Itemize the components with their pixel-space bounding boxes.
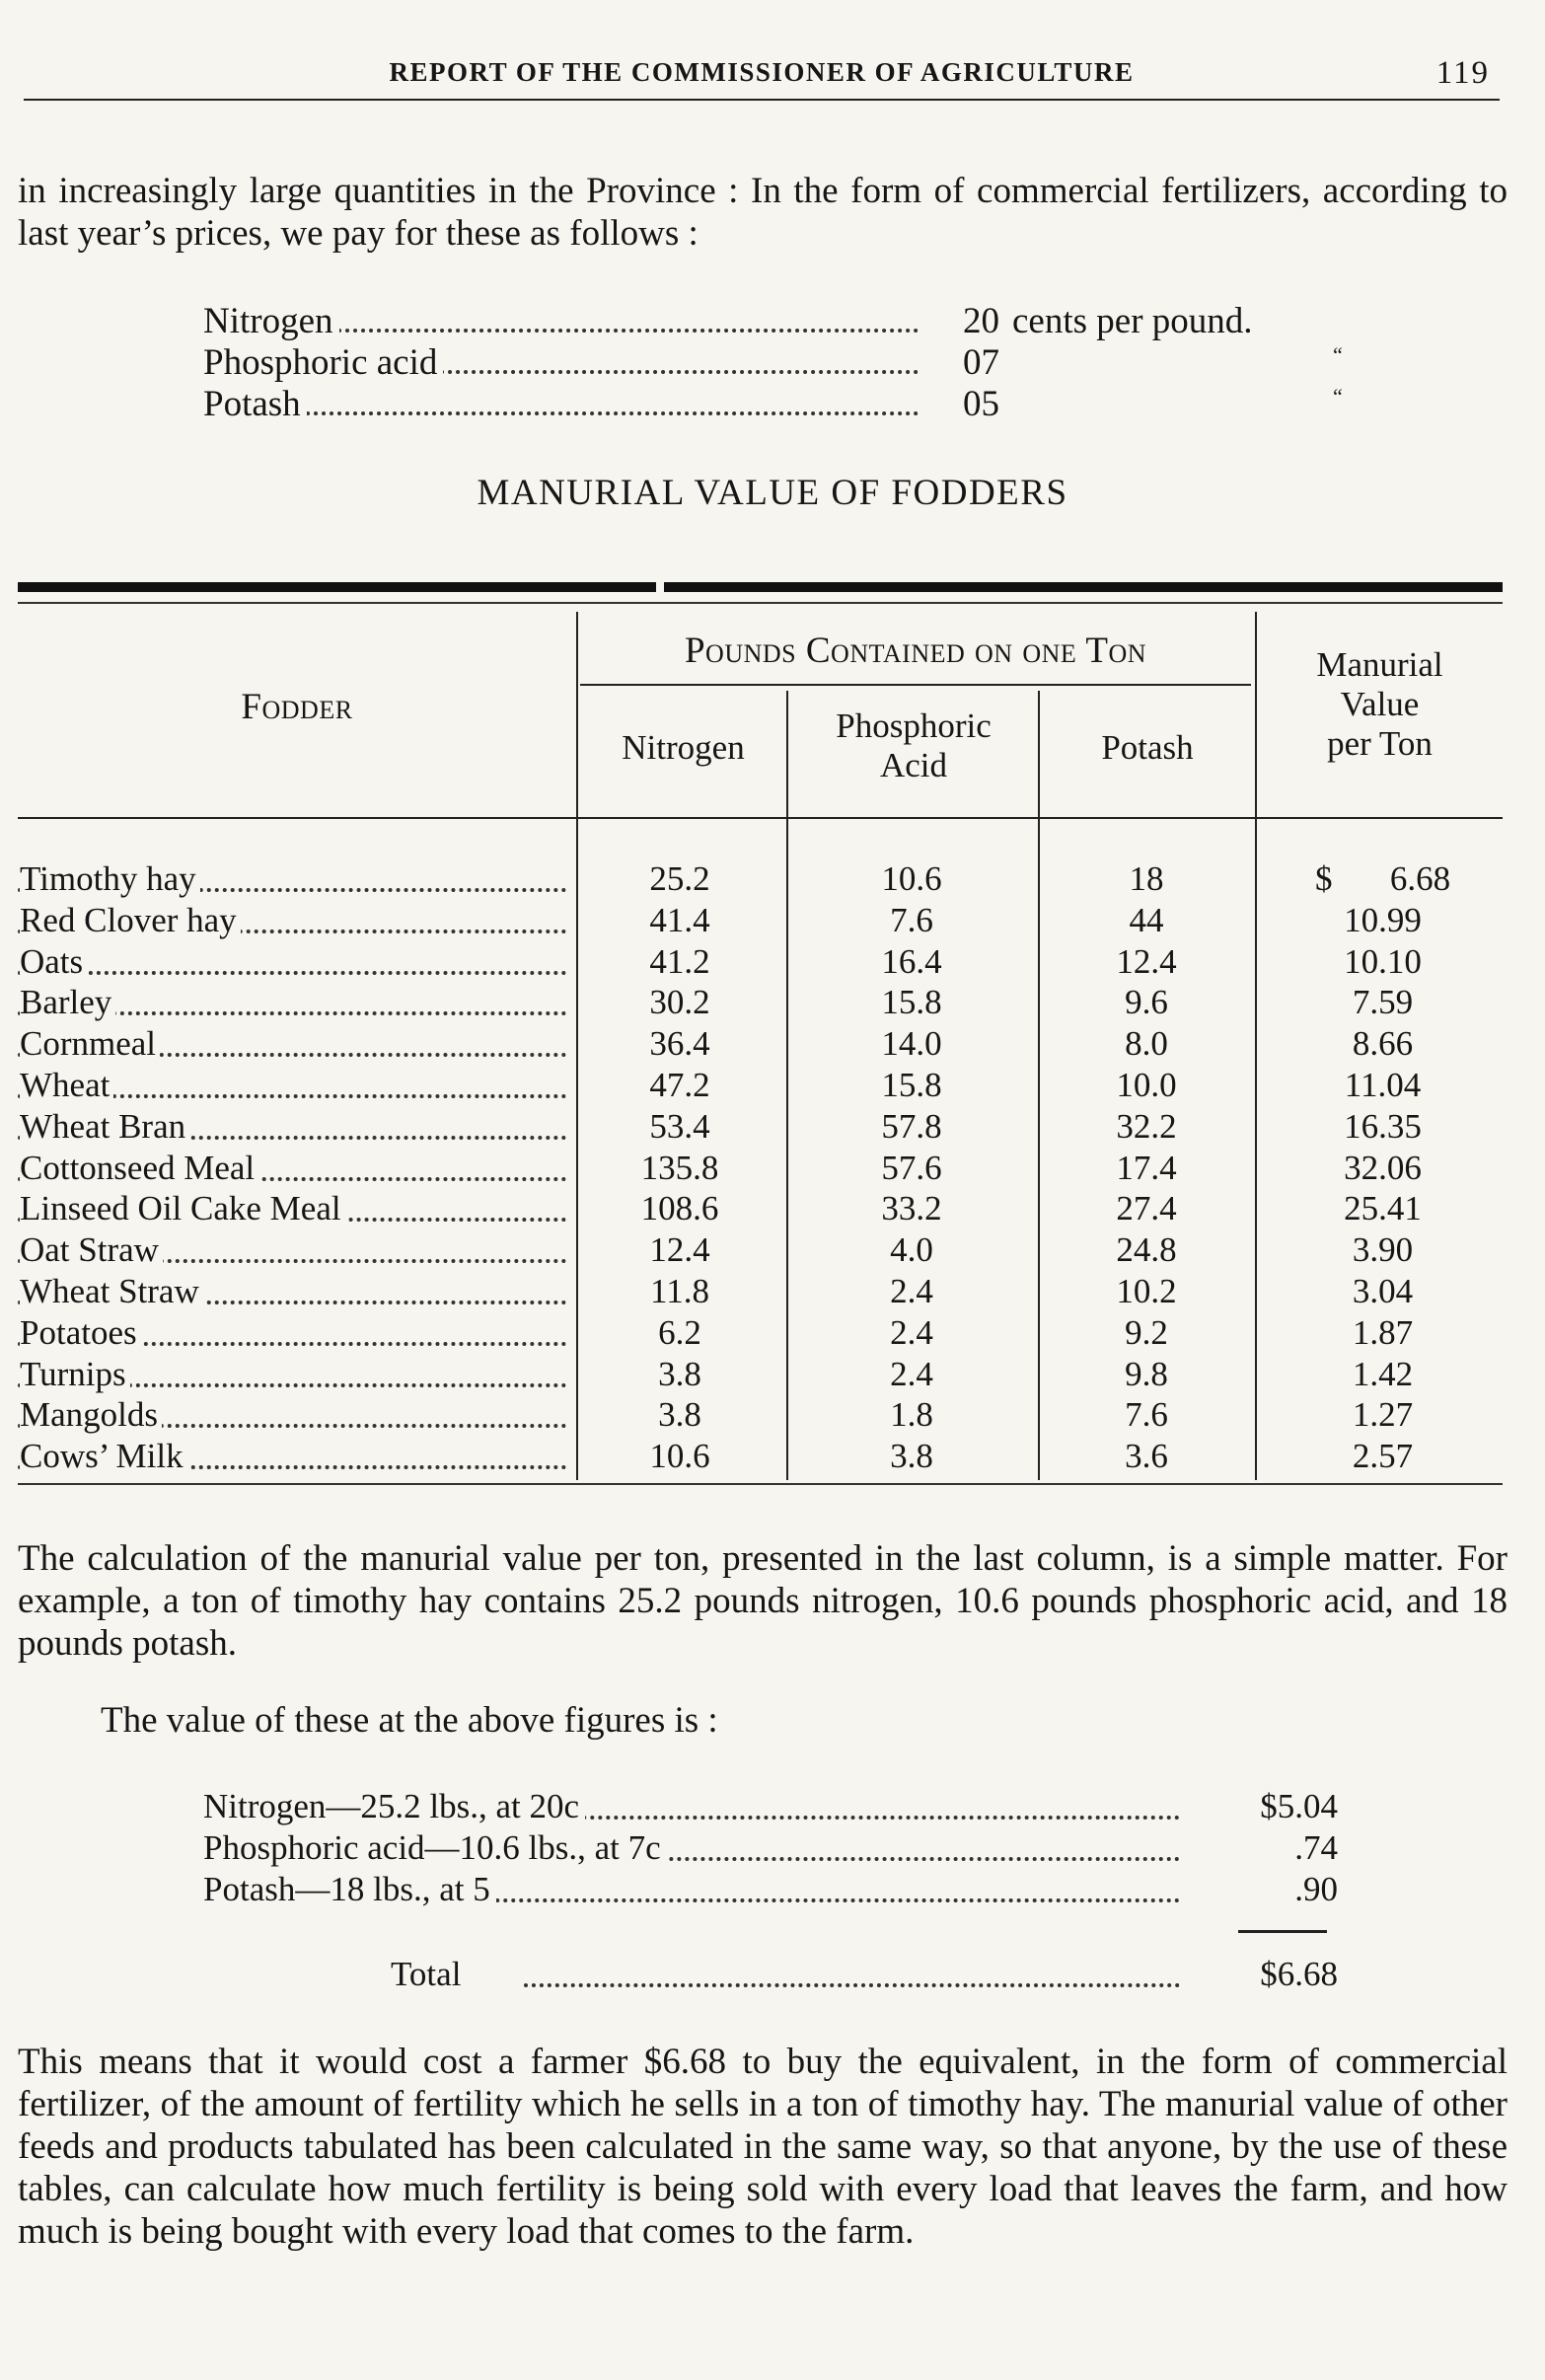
nitrogen-cell: 3.8 — [658, 1395, 701, 1435]
phosphoric-cell: 15.8 — [881, 983, 942, 1022]
header-phosphoric — [789, 707, 1038, 785]
header-bottom-rule — [18, 817, 1503, 819]
value-cell: 16.35 — [1344, 1106, 1422, 1146]
table-bottom-rule — [18, 1483, 1503, 1485]
price-name: Phosphoric acid — [203, 342, 443, 384]
dollar-sign: $ — [1315, 859, 1333, 898]
potash-cell: 12.4 — [1116, 941, 1177, 981]
phosphoric-cell: 1.8 — [890, 1395, 933, 1435]
header-phosphoric-line: Phosphoric — [836, 707, 992, 745]
table-row — [18, 1065, 1503, 1106]
table-top-rule — [18, 602, 1503, 604]
nitrogen-cell: 25.2 — [649, 859, 710, 898]
calc-value: $5.04 — [1260, 1787, 1338, 1825]
value-cell: 1.27 — [1352, 1395, 1414, 1435]
leader-dots — [524, 1983, 1180, 1987]
potash-cell: 9.8 — [1125, 1354, 1168, 1393]
nitrogen-cell: 6.2 — [658, 1312, 701, 1352]
value-cell: 3.04 — [1352, 1271, 1414, 1310]
phosphoric-cell: 14.0 — [881, 1024, 942, 1064]
phosphoric-cell: 33.2 — [881, 1189, 942, 1228]
fodder-name: Mangolds — [20, 1394, 162, 1436]
value-cell: 11.04 — [1344, 1065, 1422, 1104]
calc-row — [203, 1786, 1338, 1827]
fodder-name: Oat Straw — [20, 1229, 163, 1271]
potash-cell: 3.6 — [1125, 1437, 1168, 1476]
price-list — [203, 301, 1343, 425]
header-pounds-group: Pounds Contained on one Ton — [684, 631, 1147, 671]
fodder-name: Timothy hay — [20, 858, 200, 900]
header-value-line: Manurial — [1316, 645, 1443, 684]
table-row — [18, 900, 1503, 941]
price-value: 20 — [963, 301, 999, 341]
price-value: 05 — [963, 384, 999, 424]
fodder-name: Turnips — [20, 1354, 130, 1395]
potash-cell: 17.4 — [1116, 1148, 1177, 1187]
leader-dots — [203, 411, 919, 415]
nitrogen-cell: 10.6 — [649, 1437, 710, 1476]
ditto-mark: “ — [1333, 342, 1343, 367]
value-cell: 3.90 — [1352, 1230, 1414, 1270]
phosphoric-cell: 2.4 — [890, 1354, 933, 1393]
nitrogen-cell: 36.4 — [649, 1024, 710, 1064]
header-phosphoric-line: Acid — [879, 746, 948, 784]
value-cell: 2.57 — [1352, 1437, 1414, 1476]
fodder-name: Cornmeal — [20, 1023, 160, 1065]
phosphoric-cell: 2.4 — [890, 1271, 933, 1310]
total-row — [203, 1954, 1338, 1995]
header-fodder: Fodder — [241, 687, 353, 727]
phosphoric-cell: 2.4 — [890, 1312, 933, 1352]
running-header — [24, 49, 1500, 101]
calc-row — [203, 1869, 1338, 1910]
table-row — [18, 1312, 1503, 1354]
potash-cell: 44 — [1129, 900, 1164, 939]
nitrogen-cell: 3.8 — [658, 1354, 701, 1393]
header-nitrogen: Nitrogen — [622, 728, 745, 767]
phosphoric-cell: 16.4 — [881, 941, 942, 981]
nitrogen-cell: 41.4 — [649, 900, 710, 939]
value-cell: 6.68 — [1389, 859, 1451, 898]
leader-dots — [18, 971, 566, 975]
value-cell: 32.06 — [1344, 1148, 1422, 1187]
price-row — [203, 384, 1343, 425]
nitrogen-cell: 41.2 — [649, 941, 710, 981]
potash-cell: 18 — [1129, 859, 1164, 898]
value-cell: 1.42 — [1352, 1354, 1414, 1393]
intro-paragraph: in increasingly large quantities in the Province : In the form of commercial fertilizers, according to last year’s prices, we pay for these as follows : — [18, 171, 1508, 254]
table-row — [18, 1271, 1503, 1312]
total-value: $6.68 — [1260, 1955, 1338, 1993]
potash-cell: 9.2 — [1125, 1312, 1168, 1352]
running-title: REPORT OF THE COMMISSIONER OF AGRICULTURE — [389, 57, 1135, 87]
table-body — [18, 858, 1503, 1477]
price-row — [203, 342, 1343, 384]
phosphoric-cell: 15.8 — [881, 1065, 942, 1104]
value-cell: 1.87 — [1352, 1312, 1414, 1352]
nitrogen-cell: 47.2 — [649, 1065, 710, 1104]
fodder-name: Linseed Oil Cake Meal — [20, 1188, 345, 1229]
phosphoric-cell: 7.6 — [890, 900, 933, 939]
phosphoric-cell: 57.6 — [881, 1148, 942, 1187]
table-row — [18, 1354, 1503, 1395]
nitrogen-cell: 135.8 — [640, 1148, 719, 1187]
table-row — [18, 1229, 1503, 1271]
nitrogen-cell: 12.4 — [649, 1230, 710, 1270]
table-row — [18, 1436, 1503, 1477]
fodder-name: Wheat Straw — [20, 1271, 203, 1312]
table-row — [18, 1106, 1503, 1148]
price-name: Nitrogen — [203, 301, 339, 342]
fodder-name: Oats — [20, 941, 87, 983]
header-potash: Potash — [1101, 728, 1194, 767]
nitrogen-cell: 11.8 — [650, 1271, 709, 1310]
fodder-name: Cows’ Milk — [20, 1436, 187, 1477]
potash-cell: 9.6 — [1125, 983, 1168, 1022]
calc-value: .74 — [1294, 1828, 1338, 1867]
table-top-rule — [664, 582, 1503, 592]
potash-cell: 7.6 — [1125, 1395, 1168, 1435]
calc-intro: The value of these at the above figures is : — [101, 1700, 718, 1741]
fodder-name: Potatoes — [20, 1312, 141, 1354]
value-cell: 10.99 — [1344, 900, 1422, 939]
group-header-rule — [580, 684, 1251, 686]
fodder-name: Wheat — [20, 1065, 113, 1106]
table-row — [18, 1148, 1503, 1189]
calc-value: .90 — [1294, 1870, 1338, 1908]
fodder-name: Cottonseed Meal — [20, 1148, 258, 1189]
calc-label: Nitrogen—25.2 lbs., at 20c — [203, 1786, 585, 1827]
header-value-line: Value — [1340, 685, 1420, 723]
table-row — [18, 1394, 1503, 1436]
price-value: 07 — [963, 342, 999, 383]
total-rule — [1238, 1930, 1327, 1933]
table-row — [18, 1023, 1503, 1065]
value-cell: 7.59 — [1352, 983, 1414, 1022]
potash-cell: 27.4 — [1116, 1189, 1177, 1228]
table-top-rule — [18, 582, 656, 592]
table-row — [18, 941, 1503, 983]
potash-cell: 8.0 — [1125, 1024, 1168, 1064]
nitrogen-cell: 30.2 — [649, 983, 710, 1022]
calc-label: Phosphoric acid—10.6 lbs., at 7c — [203, 1827, 667, 1869]
nitrogen-cell: 108.6 — [640, 1189, 719, 1228]
explanation-paragraph: The calculation of the manurial value per ton, presented in the last column, is a simple matter. For example, a ton of timothy hay contains 25.2 pounds nitrogen, 10.6 pounds phosphoric acid, and 18 pounds potash. — [18, 1538, 1508, 1664]
price-name: Potash — [203, 384, 307, 425]
potash-cell: 10.2 — [1116, 1271, 1177, 1310]
fodder-name: Wheat Bran — [20, 1106, 189, 1148]
potash-cell: 24.8 — [1116, 1230, 1177, 1270]
potash-cell: 10.0 — [1116, 1065, 1177, 1104]
value-cell: 25.41 — [1344, 1189, 1422, 1228]
ditto-mark: “ — [1333, 384, 1343, 409]
table-row — [18, 982, 1503, 1023]
total-label: Total — [391, 1955, 462, 1993]
price-row — [203, 301, 1338, 342]
table-row — [18, 1188, 1503, 1229]
value-cell: 8.66 — [1352, 1024, 1414, 1064]
fodder-name: Barley — [20, 982, 115, 1023]
phosphoric-cell: 4.0 — [890, 1230, 933, 1270]
fodder-name: Red Clover hay — [20, 900, 241, 941]
header-value-line: per Ton — [1327, 724, 1433, 763]
page-number: 119 — [1435, 55, 1490, 91]
phosphoric-cell: 10.6 — [881, 859, 942, 898]
table-title: MANURIAL VALUE OF FODDERS — [477, 473, 1068, 513]
calc-label: Potash—18 lbs., at 5 — [203, 1869, 496, 1910]
nitrogen-cell: 53.4 — [649, 1106, 710, 1146]
calc-row — [203, 1827, 1338, 1869]
price-unit: cents per pound. — [1012, 301, 1253, 341]
phosphoric-cell: 3.8 — [890, 1437, 933, 1476]
calculation-list — [203, 1786, 1338, 1910]
header-manurial-value — [1257, 645, 1503, 764]
value-cell: 10.10 — [1344, 941, 1422, 981]
table-row — [18, 858, 1503, 900]
conclusion-paragraph: This means that it would cost a farmer $6.68 to buy the equivalent, in the form of commercial fertilizer, of the amount of fertility which he sells in a ton of timothy hay. The manurial value of other feeds and products tabulated has been calculated in the same way, so that anyone, by the use of these tables, can calculate how much fertility is being sold with every load that leaves the farm, and how much is being bought with every load that comes to the farm. — [18, 2042, 1508, 2252]
potash-cell: 32.2 — [1116, 1106, 1177, 1146]
phosphoric-cell: 57.8 — [881, 1106, 942, 1146]
